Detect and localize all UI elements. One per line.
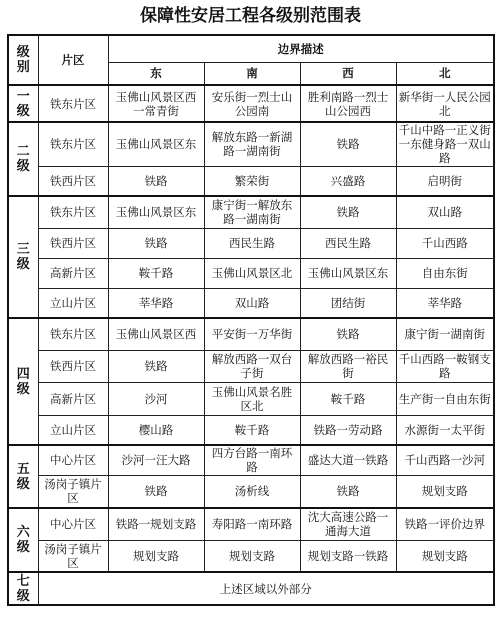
table-row bbox=[8, 228, 494, 258]
level-label: 六级 bbox=[16, 525, 30, 555]
level-cell bbox=[8, 445, 38, 508]
west-boundary-cell: 铁路 bbox=[300, 475, 396, 508]
table-row bbox=[8, 540, 494, 572]
table-row bbox=[8, 382, 494, 415]
west-boundary-cell: 玉佛山风景区东 bbox=[300, 258, 396, 288]
south-boundary-cell: 康宁街一解放东路一湖南街 bbox=[204, 196, 300, 228]
west-boundary-cell: 鞍千路 bbox=[300, 382, 396, 415]
west-boundary-cell: 铁路 bbox=[300, 122, 396, 166]
header-east: 东 bbox=[108, 62, 204, 85]
header-boundary: 边界描述 bbox=[108, 35, 494, 62]
south-boundary-cell: 规划支路 bbox=[204, 540, 300, 572]
south-boundary-cell: 安乐街一烈士山公园南 bbox=[204, 85, 300, 122]
level-cell bbox=[8, 572, 38, 605]
south-boundary-cell: 汤析线 bbox=[204, 475, 300, 508]
table-row bbox=[8, 288, 494, 318]
zone-cell: 铁东片区 bbox=[38, 122, 108, 166]
east-boundary-cell: 玉佛山风景区东 bbox=[108, 122, 204, 166]
west-boundary-cell: 胜利南路一烈士山公园西 bbox=[300, 85, 396, 122]
header-row-1 bbox=[8, 35, 494, 62]
south-boundary-cell: 寿阳路一南环路 bbox=[204, 508, 300, 540]
east-boundary-cell: 铁路 bbox=[108, 166, 204, 196]
east-boundary-cell: 樱山路 bbox=[108, 415, 204, 445]
north-boundary-cell: 铁路一评价边界 bbox=[396, 508, 494, 540]
west-boundary-cell: 盛达大道一铁路 bbox=[300, 445, 396, 475]
zone-cell: 中心片区 bbox=[38, 445, 108, 475]
north-boundary-cell: 启明街 bbox=[396, 166, 494, 196]
north-boundary-cell: 新华街一人民公园北 bbox=[396, 85, 494, 122]
table-row bbox=[8, 350, 494, 382]
north-boundary-cell: 千山西路一鞍钢支路 bbox=[396, 350, 494, 382]
zone-cell: 高新片区 bbox=[38, 258, 108, 288]
header-zone: 片区 bbox=[38, 35, 108, 85]
table-row bbox=[8, 475, 494, 508]
level-cell bbox=[8, 196, 38, 318]
south-boundary-cell: 鞍千路 bbox=[204, 415, 300, 445]
table-row bbox=[8, 415, 494, 445]
table-row bbox=[8, 258, 494, 288]
header-west: 西 bbox=[300, 62, 396, 85]
zone-cell: 立山片区 bbox=[38, 415, 108, 445]
zone-cell: 铁西片区 bbox=[38, 228, 108, 258]
east-boundary-cell: 沙河一汪大路 bbox=[108, 445, 204, 475]
level-label: 一级 bbox=[16, 88, 30, 119]
table-body bbox=[8, 85, 494, 605]
north-boundary-cell: 规划支路 bbox=[396, 475, 494, 508]
level-cell bbox=[8, 85, 38, 122]
table-row bbox=[8, 572, 494, 605]
west-boundary-cell: 铁路 bbox=[300, 196, 396, 228]
north-boundary-cell: 生产街一自由东街 bbox=[396, 382, 494, 415]
north-boundary-cell: 自由东街 bbox=[396, 258, 494, 288]
west-boundary-cell: 西民生路 bbox=[300, 228, 396, 258]
level-label: 四级 bbox=[16, 366, 30, 397]
north-boundary-cell: 千山中路一正义街一东健身路一双山路 bbox=[396, 122, 494, 166]
south-boundary-cell: 解放西路一双台子街 bbox=[204, 350, 300, 382]
zone-cell: 汤岗子镇片区 bbox=[38, 540, 108, 572]
zone-cell: 铁西片区 bbox=[38, 166, 108, 196]
other-area-cell: 上述区域以外部分 bbox=[38, 572, 494, 605]
south-boundary-cell: 四方台路一南环路 bbox=[204, 445, 300, 475]
table-row bbox=[8, 445, 494, 475]
table-row bbox=[8, 166, 494, 196]
east-boundary-cell: 沙河 bbox=[108, 382, 204, 415]
west-boundary-cell: 铁路一劳动路 bbox=[300, 415, 396, 445]
south-boundary-cell: 繁荣街 bbox=[204, 166, 300, 196]
level-cell bbox=[8, 122, 38, 196]
north-boundary-cell: 莘华路 bbox=[396, 288, 494, 318]
south-boundary-cell: 西民生路 bbox=[204, 228, 300, 258]
level-cell bbox=[8, 508, 38, 572]
zone-cell: 汤岗子镇片区 bbox=[38, 475, 108, 508]
east-boundary-cell: 玉佛山风景区西 bbox=[108, 318, 204, 350]
south-boundary-cell: 解放东路一新湖路一湖南街 bbox=[204, 122, 300, 166]
east-boundary-cell: 铁路 bbox=[108, 228, 204, 258]
north-boundary-cell: 双山路 bbox=[396, 196, 494, 228]
north-boundary-cell: 千山西路 bbox=[396, 228, 494, 258]
east-boundary-cell: 铁路一规划支路 bbox=[108, 508, 204, 540]
north-boundary-cell: 康宁街一湖南街 bbox=[396, 318, 494, 350]
south-boundary-cell: 双山路 bbox=[204, 288, 300, 318]
table-row bbox=[8, 318, 494, 350]
west-boundary-cell: 规划支路一铁路 bbox=[300, 540, 396, 572]
west-boundary-cell: 铁路 bbox=[300, 318, 396, 350]
zone-cell: 铁东片区 bbox=[38, 85, 108, 122]
north-boundary-cell: 水源街一太平街 bbox=[396, 415, 494, 445]
east-boundary-cell: 鞍千路 bbox=[108, 258, 204, 288]
west-boundary-cell: 沈大高速公路一通海大道 bbox=[300, 508, 396, 540]
level-label: 二级 bbox=[16, 144, 30, 174]
zone-cell: 铁东片区 bbox=[38, 196, 108, 228]
document-title: 保障性安居工程各级别范围表 bbox=[140, 6, 361, 26]
level-label: 三级 bbox=[16, 242, 30, 272]
zone-cell: 高新片区 bbox=[38, 382, 108, 415]
header-level: 级别 bbox=[8, 35, 38, 85]
east-boundary-cell: 铁路 bbox=[108, 350, 204, 382]
table-row bbox=[8, 508, 494, 540]
zone-cell: 铁东片区 bbox=[38, 318, 108, 350]
level-cell bbox=[8, 318, 38, 445]
west-boundary-cell: 解放西路一裕民街 bbox=[300, 350, 396, 382]
south-boundary-cell: 玉佛山风景名胜区北 bbox=[204, 382, 300, 415]
north-boundary-cell: 千山西路一沙河 bbox=[396, 445, 494, 475]
zone-cell: 铁西片区 bbox=[38, 350, 108, 382]
level-label: 五级 bbox=[16, 461, 30, 492]
table-row bbox=[8, 122, 494, 166]
table-row bbox=[8, 196, 494, 228]
east-boundary-cell: 规划支路 bbox=[108, 540, 204, 572]
east-boundary-cell: 铁路 bbox=[108, 475, 204, 508]
south-boundary-cell: 平安街一万华街 bbox=[204, 318, 300, 350]
table-row bbox=[8, 85, 494, 122]
range-table bbox=[7, 34, 495, 606]
east-boundary-cell: 玉佛山风景区西一常青街 bbox=[108, 85, 204, 122]
north-boundary-cell: 规划支路 bbox=[396, 540, 494, 572]
zone-cell: 立山片区 bbox=[38, 288, 108, 318]
west-boundary-cell: 团结街 bbox=[300, 288, 396, 318]
west-boundary-cell: 兴盛路 bbox=[300, 166, 396, 196]
south-boundary-cell: 玉佛山风景区北 bbox=[204, 258, 300, 288]
header-north: 北 bbox=[396, 62, 494, 85]
east-boundary-cell: 莘华路 bbox=[108, 288, 204, 318]
header-south: 南 bbox=[204, 62, 300, 85]
east-boundary-cell: 玉佛山风景区东 bbox=[108, 196, 204, 228]
level-label: 七级 bbox=[16, 573, 30, 604]
zone-cell: 中心片区 bbox=[38, 508, 108, 540]
